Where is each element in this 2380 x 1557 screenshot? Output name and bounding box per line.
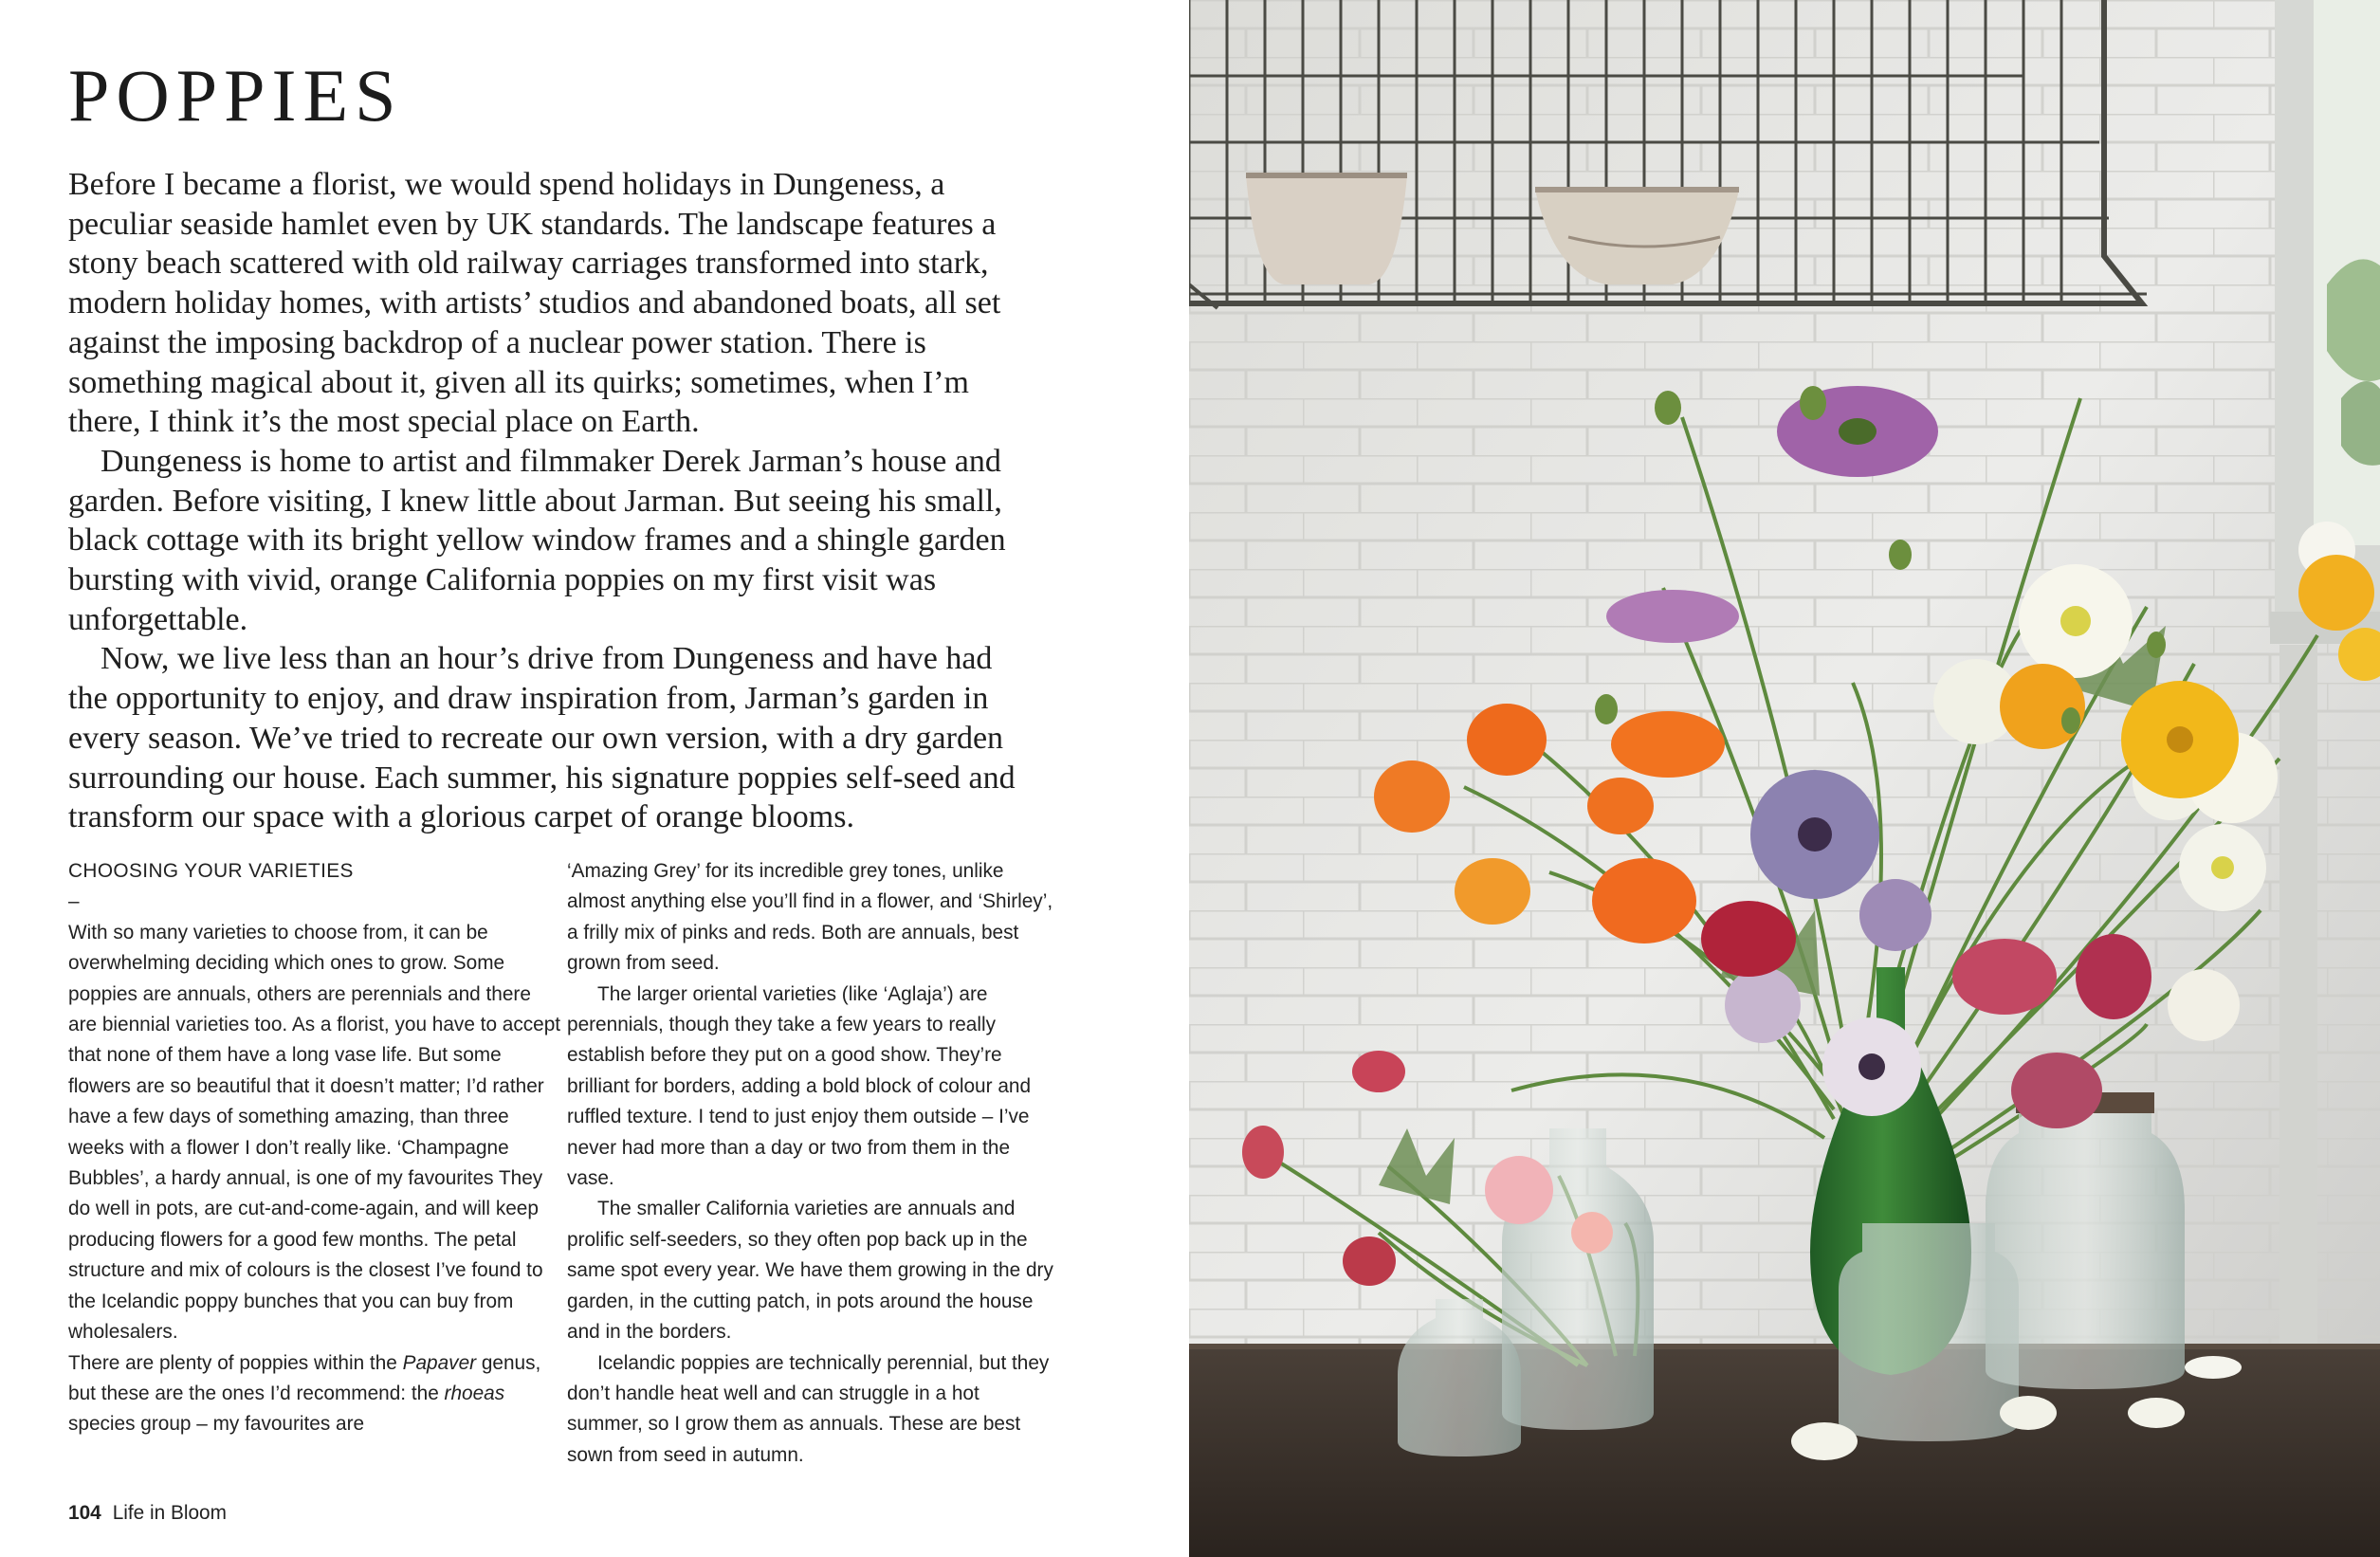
book-title: Life in Bloom [112,1502,227,1524]
intro-paragraph: Now, we live less than an hour’s drive from Dungeness and have had the opportunity to enjoy, and draw inspiration from, Jarman’s garden in every season. We’ve tried to recreate our own version, with a dry garden surrounding our house. Each summer, his signature poppies self-seed and transform our space with a glorious carpet of orange blooms. [68,641,1016,835]
section-dash: – [68,890,80,913]
page-title: POPPIES [68,54,403,137]
body-paragraph: Icelandic poppies are technically perennial, but they don’t handle heat well and can struggle in a hot summer, so I grow them as annuals. These are best sown from seed in autumn. [567,1351,1050,1466]
italic-term: Papaver [402,1351,477,1374]
italic-term: rhoeas [444,1382,505,1404]
purple-poppy [1606,590,1739,643]
text-run: genus, but these are the ones I’d recommend: the [68,1351,541,1404]
body-paragraph: With so many varieties to choose from, it can be overwhelming deciding which ones to grow. Some poppies are annuals, others are perennials and there are biennial varieties too. As a florist, you have to accept that none of them have a long vase life. But some flowers are so beautiful that it doesn’t matter; I’d rather have a few days of something amazing, than three weeks with a flower I don’t really like. ‘Champagne Bubbles’, a hardy annual, is one of my favourites They do well in pots, are cut-and-come-again, and will keep producing flowers for a good few months. The petal structure and mix of colours is the closest I’ve found to the Icelandic poppy bunches that you can buy from wholesalers. [68,921,561,1344]
text-run: species group – my favourites are [68,1413,365,1436]
page-number: 104 [68,1502,101,1524]
body-paragraph [68,1348,561,1440]
wooden-table [1189,1346,2380,1557]
intro-paragraph: Before I became a florist, we would spend holidays in Dungeness, a peculiar seaside hamlet even by UK standards. The landscape features a stony beach scattered with old railway carriages transformed into stark, modern holiday homes, with artists’ studios and abandoned boats, all set against the imposing backdrop of a nuclear power station. There is something magical about it, given all its quirks; sometimes, when I’m there, I think it’s the most special place on Earth. [68,167,1001,440]
text-run: There are plenty of poppies within the [68,1351,403,1374]
intro-paragraph: Dungeness is home to artist and filmmaker Derek Jarman’s house and garden. Before visiting, I knew little about Jarman. But seeing his small, black cottage with its bright yellow window frames and a shingle garden bursting with vivid, orange California poppies on my first visit was unforgettable. [68,443,1006,637]
intro-text [68,165,1016,837]
body-paragraph: The larger oriental varieties (like ‘Aglaja’) are perennials, though they take a few years to really establish before they put on a good show. They’re brilliant for borders, adding a bold block of colour and ruffled texture. I tend to just enjoy them outside – I’ve never had more than a day or two from them in the vase. [567,982,1032,1190]
body-paragraph: The smaller California varieties are annuals and prolific self-seeders, so they often pop back up in the same spot every year. We have them growing in the dry garden, in the cutting patch, in pots around the house and in the borders. [567,1198,1053,1344]
poppy-still-life-image [1189,0,2380,1557]
poppy-photograph [1189,0,2380,1557]
body-column-left [68,856,561,1440]
body-paragraph: ‘Amazing Grey’ for its incredible grey tones, unlike almost anything else you’ll find in a flower, and ‘Shirley’, a frilly mix of pinks and reds. Both are annuals, best grown from seed. [567,860,1053,975]
left-page [0,0,1189,1557]
large-glass-jar [1986,1105,2185,1389]
section-heading: CHOOSING YOUR VARIETIES [68,860,354,882]
body-column-right [567,856,1060,1471]
page-folio [68,1502,227,1525]
